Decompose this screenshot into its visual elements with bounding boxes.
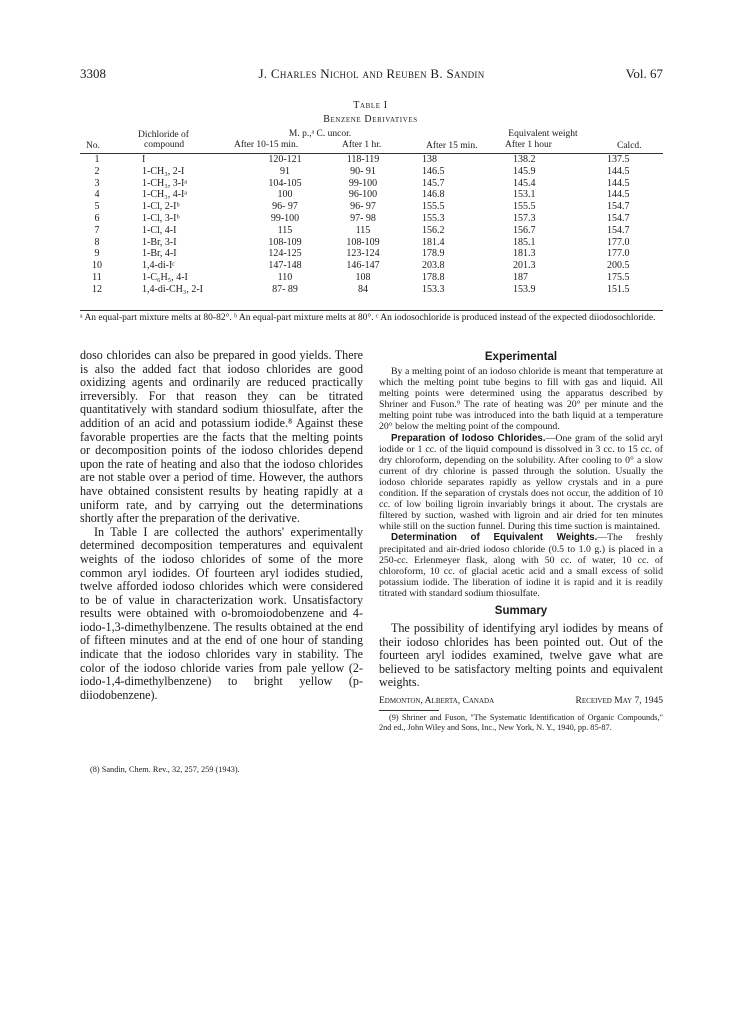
cell-mp2: 146-147 bbox=[346, 260, 380, 272]
cell-mp1: 91 bbox=[280, 165, 290, 177]
cell-eq1: 181.4 bbox=[422, 236, 445, 248]
table-row bbox=[80, 154, 663, 166]
footnote-rule bbox=[379, 710, 439, 711]
cell-calc: 137.5 bbox=[607, 154, 630, 165]
header-compound-1: Dichloride of bbox=[138, 130, 189, 140]
determination-text: —The freshly precipitated and air-dried iodoso chloride (0.5 to 1.0 g.) is placed in a 250-cc. Erlenmeyer flask, along with 50 cc. of water, 10 cc. of chloroform, 10 cc. of glacial acetic acid and a small excess of solid potassium iodide. The liberation of iodine it is rapid and it is readily titrated with standard sodium thiosulfate. bbox=[379, 532, 663, 599]
cell-mp1: 120-121 bbox=[268, 154, 302, 165]
cell-no: 12 bbox=[92, 283, 102, 295]
cell-mp2: 99-100 bbox=[348, 177, 378, 189]
cell-no: 8 bbox=[94, 236, 100, 248]
cell-mp1: 110 bbox=[277, 271, 293, 283]
author-location: Edmonton, Alberta, Canada bbox=[379, 695, 495, 706]
header-eq-3: Calcd. bbox=[617, 141, 642, 151]
header-eq-1: After 15 min. bbox=[426, 141, 478, 151]
cell-eq1: 145.7 bbox=[422, 177, 445, 189]
table-row bbox=[80, 248, 663, 260]
experimental-paragraph: By a melting point of an iodoso chloride is meant that temperature at which the melting point tube begins to fill with gas and liquid. All melting points were determined using the apparatus described by Shriner and Fuson.⁹ The rate of heating was 20° per minute and the melting point tube was introduced into the bath liquid at a temperature 20° below the melting point of the compound. bbox=[379, 366, 663, 433]
cell-mp1: 87- 89 bbox=[272, 283, 298, 295]
determination-paragraph bbox=[379, 532, 663, 599]
table-row bbox=[80, 284, 663, 296]
header-mp-group: M. p.,ᵃ C. uncor. bbox=[288, 129, 352, 139]
cell-eq1: 138 bbox=[422, 154, 437, 165]
cell-mp2: 90- 91 bbox=[350, 165, 376, 177]
cell-compound: 1,4-di-Iᶜ bbox=[142, 260, 175, 272]
cell-mp1: 115 bbox=[277, 224, 293, 236]
table-row bbox=[80, 189, 663, 201]
cell-no: 11 bbox=[92, 271, 102, 283]
cell-mp2: 108-109 bbox=[346, 236, 380, 248]
table-header bbox=[80, 127, 663, 154]
cell-mp1: 99-100 bbox=[270, 212, 300, 224]
cell-compound: I bbox=[142, 154, 146, 165]
cell-mp1: 147-148 bbox=[268, 260, 302, 272]
cell-eq1: 178.8 bbox=[422, 271, 445, 283]
cell-compound: 1-C₆H₅, 4-I bbox=[142, 271, 188, 283]
header-eq-2: After 1 hour bbox=[505, 140, 552, 150]
cell-calc: 154.7 bbox=[607, 212, 630, 224]
cell-eq1: 155.3 bbox=[422, 212, 445, 224]
right-footnote: (9) Shriner and Fuson, "The Systematic Identification of Organic Compounds," 2nd ed., John Wiley and Sons, Inc., New York, N. Y., 1940, pp. 85-87. bbox=[379, 712, 663, 732]
cell-mp2: 84 bbox=[358, 283, 368, 295]
table-row bbox=[80, 260, 663, 272]
cell-eq2: 187 bbox=[513, 271, 528, 283]
table-row bbox=[80, 201, 663, 213]
summary-paragraph: The possibility of identifying aryl iodides by means of their iodoso chlorides has been pointed out. Out of the fourteen aryl iodides examined, twelve gave what are believed to be satisfactory melting points and equivalent weights. bbox=[379, 620, 663, 690]
cell-no: 9 bbox=[94, 248, 100, 260]
received-date: Received May 7, 1945 bbox=[575, 695, 663, 706]
cell-calc: 151.5 bbox=[607, 283, 630, 295]
cell-eq2: 138.2 bbox=[513, 154, 536, 165]
preparation-paragraph bbox=[379, 433, 663, 533]
cell-calc: 144.5 bbox=[607, 177, 630, 189]
left-column bbox=[80, 349, 363, 702]
cell-no: 7 bbox=[94, 224, 100, 236]
summary-heading: Summary bbox=[494, 604, 548, 617]
cell-eq2: 155.5 bbox=[513, 201, 536, 213]
eq-group-rule bbox=[424, 129, 662, 139]
table-body bbox=[80, 154, 663, 296]
cell-compound: 1-Br, 3-I bbox=[142, 236, 177, 248]
table-row bbox=[80, 237, 663, 249]
cell-calc: 177.0 bbox=[607, 248, 630, 260]
table-title: Table I bbox=[353, 100, 388, 111]
cell-eq1: 155.5 bbox=[422, 201, 445, 213]
table-row bbox=[80, 272, 663, 284]
table-row bbox=[80, 166, 663, 178]
table-subtitle: Benzene Derivatives bbox=[323, 114, 418, 125]
cell-no: 6 bbox=[94, 212, 100, 224]
cell-compound: 1-Cl, 2-Iᵇ bbox=[142, 201, 180, 213]
cell-no: 10 bbox=[92, 260, 102, 272]
cell-eq1: 146.5 bbox=[422, 165, 445, 177]
right-column bbox=[379, 351, 663, 733]
table-footnote: ᵃ An equal-part mixture melts at 80-82°. ᵇ An equal-part mixture melts at 80°. ᶜ An iodosochloride is produced instead of the expected diiodosochloride. bbox=[80, 313, 656, 323]
cell-mp2: 97- 98 bbox=[350, 212, 376, 224]
cell-calc: 144.5 bbox=[607, 189, 630, 201]
cell-eq2: 153.9 bbox=[513, 283, 536, 295]
cell-calc: 200.5 bbox=[607, 260, 630, 272]
table-row bbox=[80, 178, 663, 190]
cell-calc: 144.5 bbox=[607, 165, 630, 177]
header-mp-2: After 1 hr. bbox=[342, 140, 382, 150]
cell-compound: 1-CH₃, 2-I bbox=[142, 165, 185, 177]
cell-no: 3 bbox=[94, 177, 100, 189]
preparation-text: —One gram of the solid aryl iodide or 1 cc. of the liquid compound is dissolved in 3 cc. to 15 cc. of dry chloroform, depending on the solubility. After cooling to 0° a slow current of dry chlorine is passed through the solution. Usually the iodoso chloride separates rapidly as yellow crystals and in a pure condition. If the separation of crystals does not occur, the addition of 10 cc. of low boiling ligroin invariably brings it about. The crystals are filtered by suction, washed with ligroin and air dried for ten minutes while still on the suction funnel. During this time suction is maintained. bbox=[379, 432, 663, 533]
cell-compound: 1-CH₃, 3-Iᵃ bbox=[142, 177, 188, 189]
cell-eq2: 157.3 bbox=[513, 212, 536, 224]
cell-compound: 1-Br, 4-I bbox=[142, 248, 177, 260]
cell-calc: 154.7 bbox=[607, 201, 630, 213]
cell-mp2: 123-124 bbox=[346, 248, 380, 260]
header-no: No. bbox=[86, 141, 100, 151]
table-row bbox=[80, 225, 663, 237]
cell-eq2: 185.1 bbox=[513, 236, 536, 248]
experimental-heading: Experimental bbox=[484, 351, 558, 363]
running-header bbox=[80, 66, 663, 82]
cell-mp2: 96- 97 bbox=[350, 201, 376, 213]
cell-mp1: 108-109 bbox=[268, 236, 302, 248]
cell-mp2: 115 bbox=[355, 224, 371, 236]
cell-mp1: 96- 97 bbox=[272, 201, 298, 213]
cell-mp2: 118-119 bbox=[346, 154, 380, 165]
cell-eq1: 146.8 bbox=[422, 189, 445, 201]
received-line bbox=[379, 696, 663, 708]
table-row bbox=[80, 213, 663, 225]
header-eq-group: Equivalent weight bbox=[508, 129, 578, 139]
cell-eq1: 153.3 bbox=[422, 283, 445, 295]
cell-calc: 154.7 bbox=[607, 224, 630, 236]
mp-group-rule bbox=[232, 129, 408, 139]
cell-mp2: 96-100 bbox=[348, 189, 378, 201]
header-compound-2: compound bbox=[144, 140, 185, 150]
cell-no: 4 bbox=[94, 189, 100, 201]
cell-calc: 177.0 bbox=[607, 236, 630, 248]
preparation-title: Preparation of Iodoso Chlorides. bbox=[391, 432, 546, 444]
cell-mp1: 104-105 bbox=[268, 177, 302, 189]
cell-compound: 1,4-di-CH₃, 2-I bbox=[142, 283, 203, 295]
left-footnote: (8) Sandin, Chem. Rev., 32, 257, 259 (1943). bbox=[90, 765, 240, 774]
cell-eq2: 201.3 bbox=[513, 260, 536, 272]
cell-no: 5 bbox=[94, 201, 100, 213]
cell-compound: 1-Cl, 4-I bbox=[142, 224, 177, 236]
table-bottom-rule bbox=[80, 310, 663, 311]
page-number: 3308 bbox=[80, 66, 106, 81]
cell-eq2: 145.9 bbox=[513, 165, 536, 177]
cell-eq1: 203.8 bbox=[422, 260, 445, 272]
cell-no: 2 bbox=[94, 165, 100, 177]
cell-compound: 1-Cl, 3-Iᵇ bbox=[142, 212, 180, 224]
cell-eq2: 181.3 bbox=[513, 248, 536, 260]
cell-eq1: 178.9 bbox=[422, 248, 445, 260]
cell-mp2: 108 bbox=[355, 271, 371, 283]
cell-mp1: 124-125 bbox=[268, 248, 302, 260]
cell-eq2: 145.4 bbox=[513, 177, 536, 189]
running-title: J. Charles Nichol and Reuben B. Sandin bbox=[258, 66, 485, 81]
header-mp-1: After 10-15 min. bbox=[234, 140, 299, 150]
cell-eq2: 153.1 bbox=[513, 189, 536, 201]
determination-title: Determination of Equivalent Weights. bbox=[391, 532, 598, 544]
left-paragraph-2: In Table I are collected the authors' experimentally determined decomposition temperatures and equivalent weights of the iodoso chlorides of some of the more common aryl iodides. Of fourteen aryl iodides studied, twelve afforded iodoso chlorides which were considered to be of value in characterization work. Unsatisfactory results were obtained with o-bromoiodobenzene and 4-iodo-1,3-dimethylbenzene. The results obtained at the end of fifteen minutes and at the end of one hour of standing indicate that the iodoso chlorides vary in stability. The color of the iodoso chloride varies from pale yellow (2-iodo-1,4-dimethylbenzene) to bright yellow (p-diiodobenzene). bbox=[80, 524, 363, 702]
cell-compound: 1-CH₃, 4-Iᵃ bbox=[142, 189, 188, 201]
cell-eq1: 156.2 bbox=[422, 224, 445, 236]
cell-no: 1 bbox=[94, 154, 100, 165]
cell-calc: 175.5 bbox=[607, 271, 630, 283]
cell-mp1: 100 bbox=[277, 189, 293, 201]
volume-number: Vol. 67 bbox=[625, 66, 663, 81]
left-paragraph-1: doso chlorides can also be prepared in good yields. There is also the added fact that iodoso chlorides are good oxidizing agents and ordinarily are reduced practically irreversibly. For that reason they can be titrated quantitatively with standard sodium thiosulfate, after the addition of an acid and potassium iodide.⁸ Against these favorable properties are the facts that the melting points or decomposition points of the iodoso chlorides depend upon the rate of heating and also that the iodoso chlorides are not stable over a period of time. However, the authors have obtained consistent results by heating rapidly at a uniform rate, and by carrying out the determinations shortly after the preparation of the derivative. bbox=[80, 348, 363, 526]
cell-eq2: 156.7 bbox=[513, 224, 536, 236]
